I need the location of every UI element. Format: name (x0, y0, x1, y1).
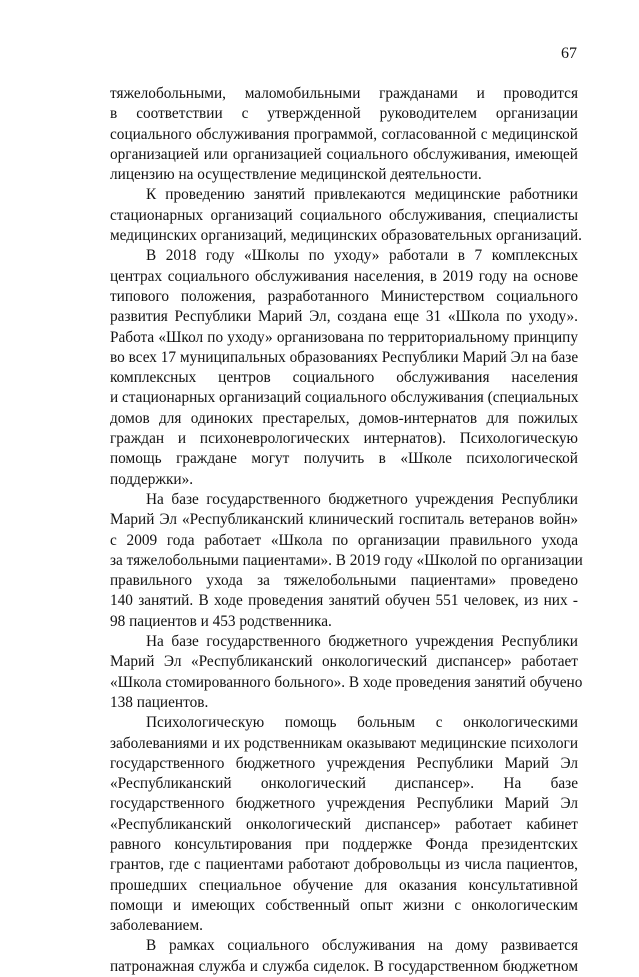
text-line: медицинских организаций, медицинских образовательных организаций. (110, 227, 582, 245)
text-line: с 2009 года работает «Школа по организации правильного ухода (110, 531, 578, 549)
text-line: за тяжелобольными пациентами». В 2019 году «Школой по организации (110, 551, 583, 569)
text-line: в соответствии с утвержденной руководителем организации (110, 105, 578, 123)
text-line: правильного ухода за тяжелобольными пациентами» проведено (110, 572, 578, 590)
text-line: центрах социального обслуживания населения, в 2019 году на основе (110, 267, 578, 285)
text-line: помощи и имеющих собственный опыт жизни с онкологическим (110, 896, 578, 914)
text-line: лицензию на осуществление медицинской деятельности. (110, 166, 482, 184)
text-line: Марий Эл «Республиканский онкологический диспансер» работает (110, 653, 578, 671)
text-line: домов для одиноких престарелых, домов-интернатов для пожилых (110, 409, 578, 427)
text-line: 140 занятий. В ходе проведения занятий обучен 551 человек, из них - (110, 592, 578, 610)
text-line: государственного бюджетного учреждения Республики Марий Эл (110, 795, 578, 813)
text-line: «Республиканский онкологический диспансер». На базе (110, 775, 578, 793)
text-line: В 2018 году «Школы по уходу» работали в 7 комплексных (146, 247, 578, 265)
text-line: В рамках социального обслуживания на дому развивается (146, 937, 578, 955)
text-line: заболеваниями и их родственникам оказывают медицинские психологи (110, 734, 578, 752)
text-line: типового положения, разработанного Министерством социального (110, 287, 578, 305)
text-line: стационарных организаций социального обслуживания, специалисты (110, 206, 578, 224)
text-line: На базе государственного бюджетного учреждения Республики (146, 490, 578, 508)
text-line: развития Республики Марий Эл, создана еще 31 «Школа по уходу». (110, 308, 578, 326)
text-line: граждан и психоневрологических интернатов). Психологическую (110, 430, 578, 448)
text-line: Работа «Школ по уходу» организована по территориальному принципу (110, 328, 578, 346)
text-line: равного консультирования при поддержке Фонда президентских (110, 835, 578, 853)
text-line: На базе государственного бюджетного учреждения Республики (146, 633, 578, 651)
text-line: комплексных центров социального обслуживания населения (110, 369, 578, 387)
text-line: помощь граждане могут получить в «Школе психологической (110, 450, 578, 468)
text-line: «Школа стомированного больного». В ходе проведения занятий обучено (110, 673, 583, 691)
text-line: во всех 17 муниципальных образованиях Республики Марий Эл на базе (110, 348, 579, 366)
text-line: «Республиканский онкологический диспансер» работает кабинет (110, 815, 578, 833)
text-line: Психологическую помощь больным с онкологическими (146, 714, 578, 732)
text-line: организацией или организацией социального обслуживания, имеющей (110, 145, 578, 163)
text-line: тяжелобольными, маломобильными гражданами и проводится (110, 85, 578, 102)
text-line: К проведению занятий привлекаются медицинские работники (146, 186, 578, 204)
text-line: 98 пациентов и 453 родственника. (110, 612, 332, 630)
page-number: 67 (561, 45, 577, 62)
text-line: грантов, где с пациентами работают добровольцы из числа пациентов, (110, 856, 578, 874)
text-line: заболеванием. (110, 917, 203, 935)
text-line: государственного бюджетного учреждения Республики Марий Эл (110, 754, 578, 772)
text-line: поддержки». (110, 470, 194, 488)
text-line: прошедших специальное обучение для оказания консультативной (110, 876, 578, 894)
text-line: 138 пациентов. (110, 693, 209, 711)
text-line: патронажная служба и служба сиделок. В государственном бюджетном (110, 957, 578, 975)
body-text (110, 84, 583, 977)
text-line: социального обслуживания программой, согласованной с медицинской (110, 125, 578, 143)
text-line: и стационарных организаций социального обслуживания (специальных (110, 389, 579, 407)
text-line: Марий Эл «Республиканский клинический госпиталь ветеранов войн» (110, 511, 578, 529)
